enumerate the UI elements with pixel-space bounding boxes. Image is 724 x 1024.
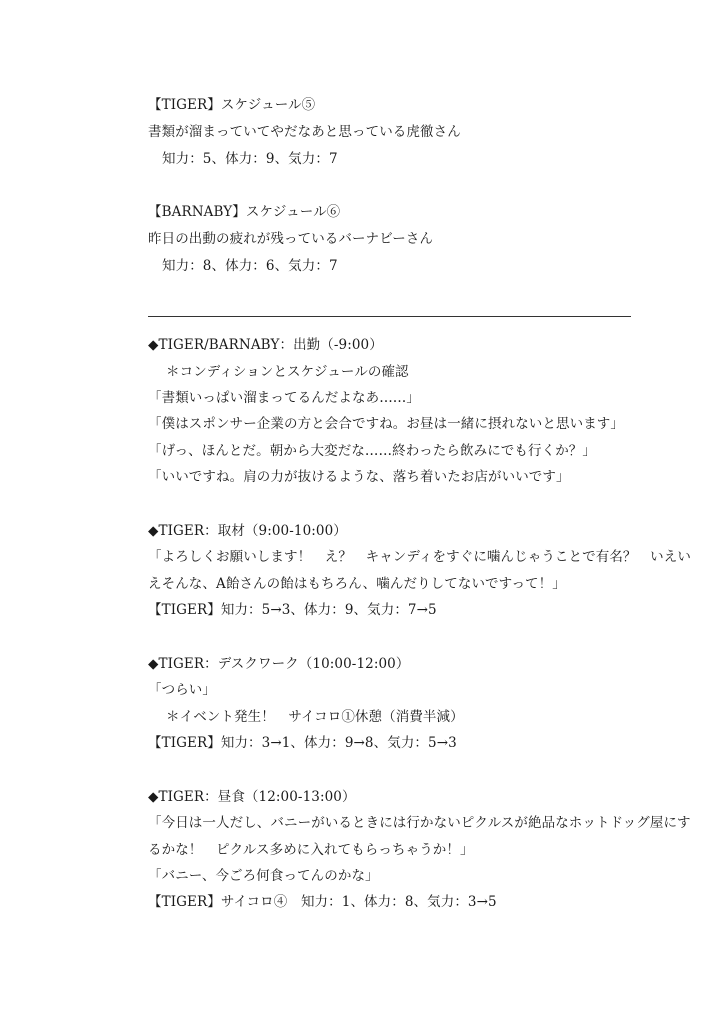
commute-dialogue-line: 「げっ、ほんとだ。朝から大変だな……終わったら飲みにでも行くか？」 xyxy=(148,443,596,459)
barnaby-description: 昨日の出動の疲れが残っているバーナビーさん xyxy=(148,231,434,247)
tiger-stats: 知力：5、体力：9、気力：7 xyxy=(162,151,338,167)
commute-dialogue-line: 「書類いっぱい溜まってるんだよなあ……」 xyxy=(148,390,420,406)
lunch-heading: ◆TIGER：昼食（12:00-13:00） xyxy=(148,789,356,805)
commute-heading: ◆TIGER/BARNABY：出勤（-9:00） xyxy=(148,337,383,353)
lunch-dialogue-line: 「今日は一人だし、バニーがいるときには行かないピクルスが絶品なホットドッグ屋にす xyxy=(148,815,691,831)
commute-note: ＊コンディションとスケジュールの確認 xyxy=(166,364,409,380)
section-divider xyxy=(148,316,631,317)
tiger-description: 書類が溜まっていてやだなあと思っている虎徹さん xyxy=(148,124,461,140)
deskwork-dialogue-line: 「つらい」 xyxy=(148,682,216,698)
commute-dialogue-line: 「いいですね。肩の力が抜けるような、落ち着いたお店がいいです」 xyxy=(148,469,570,485)
deskwork-stats: 【TIGER】知力：3→1、体力：9→8、気力：5→3 xyxy=(148,735,457,751)
commute-dialogue-line: 「僕はスポンサー企業の方と会合ですね。お昼は一緒に摂れないと思います」 xyxy=(148,416,624,432)
lunch-dialogue-line: 「バニー、今ごろ何食ってんのかな」 xyxy=(148,868,379,884)
interview-stats: 【TIGER】知力：5→3、体力：9、気力：7→5 xyxy=(148,602,437,618)
barnaby-schedule-heading: 【BARNABY】スケジュール⑥ xyxy=(148,204,341,220)
interview-dialogue-line: 「よろしくお願いします！ え？ キャンディをすぐに噛んじゃうことで有名？ いえい xyxy=(148,549,691,565)
deskwork-heading: ◆TIGER：デスクワーク（10:00-12:00） xyxy=(148,656,410,672)
barnaby-stats: 知力：8、体力：6、気力：7 xyxy=(162,258,338,274)
tiger-schedule-heading: 【TIGER】スケジュール⑤ xyxy=(148,97,316,113)
interview-heading: ◆TIGER：取材（9:00-10:00） xyxy=(148,523,347,539)
lunch-stats: 【TIGER】サイコロ④ 知力：1、体力：8、気力：3→5 xyxy=(148,894,497,910)
lunch-dialogue-line: るかな！ ピクルス多めに入れてもらっちゃうか！」 xyxy=(148,842,474,858)
deskwork-event-note: ＊イベント発生！ サイコロ①休憩（消費半減） xyxy=(166,709,464,725)
interview-dialogue-line: えそんな、A飴さんの飴はもちろん、噛んだりしてないですって！」 xyxy=(148,576,566,592)
